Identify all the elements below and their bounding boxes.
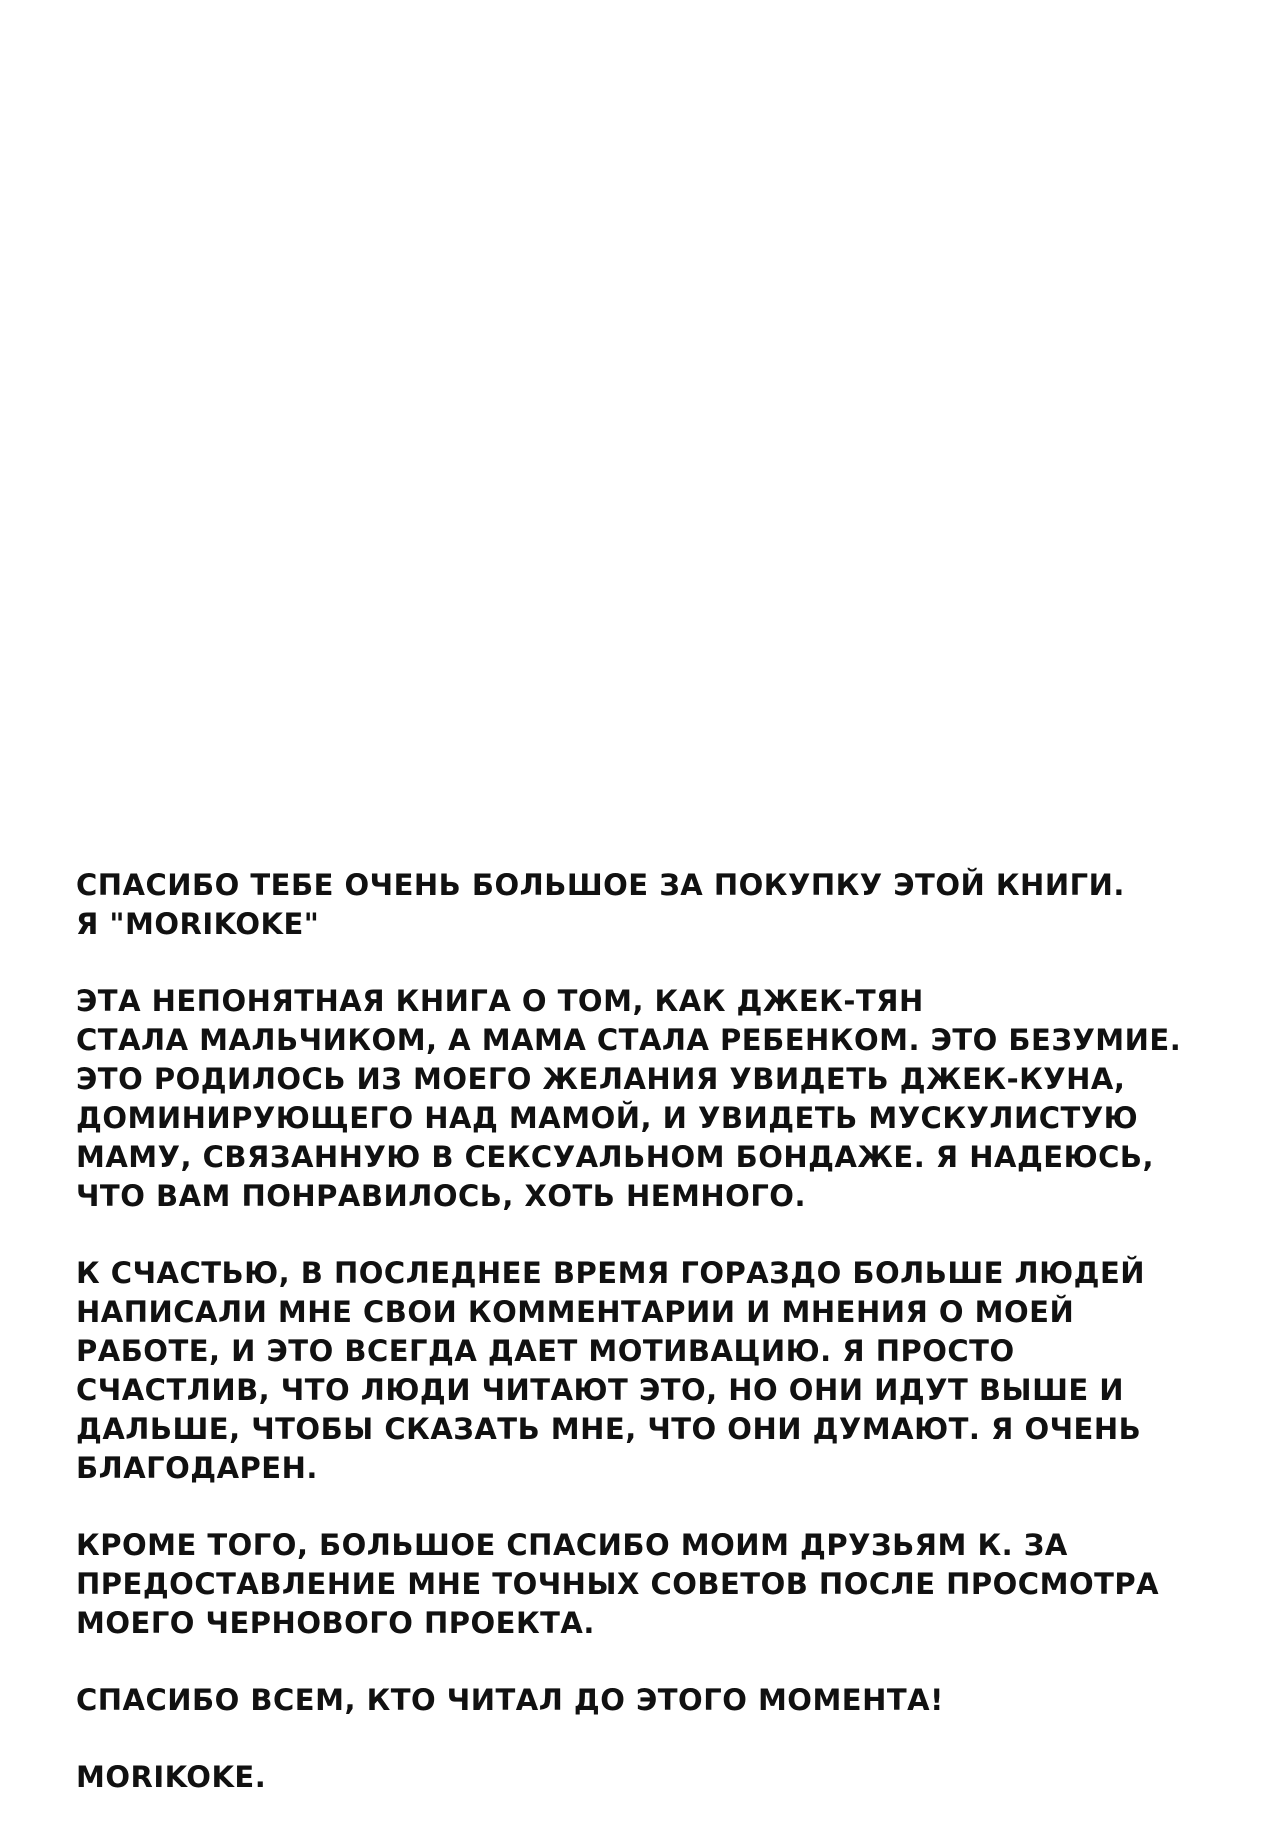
paragraph-closing: [76, 1681, 1256, 1720]
text-line: СТАЛА МАЛЬЧИКОМ, А МАМА СТАЛА РЕБЕНКОМ. ЭТО БЕЗУМИЕ.: [76, 1023, 1182, 1057]
paragraph-thanks: [76, 866, 1256, 944]
signature: [76, 1758, 1256, 1797]
text-line: СПАСИБО ТЕБЕ ОЧЕНЬ БОЛЬШОЕ ЗА ПОКУПКУ ЭТОЙ КНИГИ.: [76, 868, 1125, 902]
text-line: Я "MORIKOKE": [76, 907, 320, 941]
text-line: ДАЛЬШЕ, ЧТОБЫ СКАЗАТЬ МНЕ, ЧТО ОНИ ДУМАЮТ. Я ОЧЕНЬ: [76, 1412, 1142, 1446]
text-line: ПРЕДОСТАВЛЕНИЕ МНЕ ТОЧНЫХ СОВЕТОВ ПОСЛЕ ПРОСМОТРА: [76, 1567, 1160, 1601]
text-line: РАБОТЕ, И ЭТО ВСЕГДА ДАЕТ МОТИВАЦИЮ. Я ПРОСТО: [76, 1334, 1015, 1368]
text-line: БЛАГОДАРЕН.: [76, 1451, 318, 1485]
paragraph-friends: [76, 1526, 1256, 1643]
author-name: MORIKOKE.: [76, 1760, 267, 1794]
paragraph-feedback: [76, 1254, 1256, 1488]
text-line: КРОМЕ ТОГО, БОЛЬШОЕ СПАСИБО МОИМ ДРУЗЬЯМ К. ЗА: [76, 1528, 1068, 1562]
text-line: ЭТА НЕПОНЯТНАЯ КНИГА О ТОМ, КАК ДЖЕК-ТЯН: [76, 984, 924, 1018]
afterword-text: [76, 866, 1256, 1835]
text-line: ЭТО РОДИЛОСЬ ИЗ МОЕГО ЖЕЛАНИЯ УВИДЕТЬ ДЖЕК-КУНА,: [76, 1062, 1126, 1096]
text-line: МАМУ, СВЯЗАННУЮ В СЕКСУАЛЬНОМ БОНДАЖЕ. Я НАДЕЮСЬ,: [76, 1140, 1155, 1174]
text-line: ДОМИНИРУЮЩЕГО НАД МАМОЙ, И УВИДЕТЬ МУСКУЛИСТУЮ: [76, 1101, 1139, 1135]
text-line: СПАСИБО ВСЕМ, КТО ЧИТАЛ ДО ЭТОГО МОМЕНТА!: [76, 1683, 944, 1717]
text-line: МОЕГО ЧЕРНОВОГО ПРОЕКТА.: [76, 1606, 595, 1640]
text-line: ЧТО ВАМ ПОНРАВИЛОСЬ, ХОТЬ НЕМНОГО.: [76, 1179, 806, 1213]
text-line: К СЧАСТЬЮ, В ПОСЛЕДНЕЕ ВРЕМЯ ГОРАЗДО БОЛЬШЕ ЛЮДЕЙ: [76, 1256, 1146, 1290]
text-line: НАПИСАЛИ МНЕ СВОИ КОММЕНТАРИИ И МНЕНИЯ О МОЕЙ: [76, 1295, 1075, 1329]
paragraph-about-book: [76, 982, 1256, 1216]
text-line: СЧАСТЛИВ, ЧТО ЛЮДИ ЧИТАЮТ ЭТО, НО ОНИ ИДУТ ВЫШЕ И: [76, 1373, 1125, 1407]
